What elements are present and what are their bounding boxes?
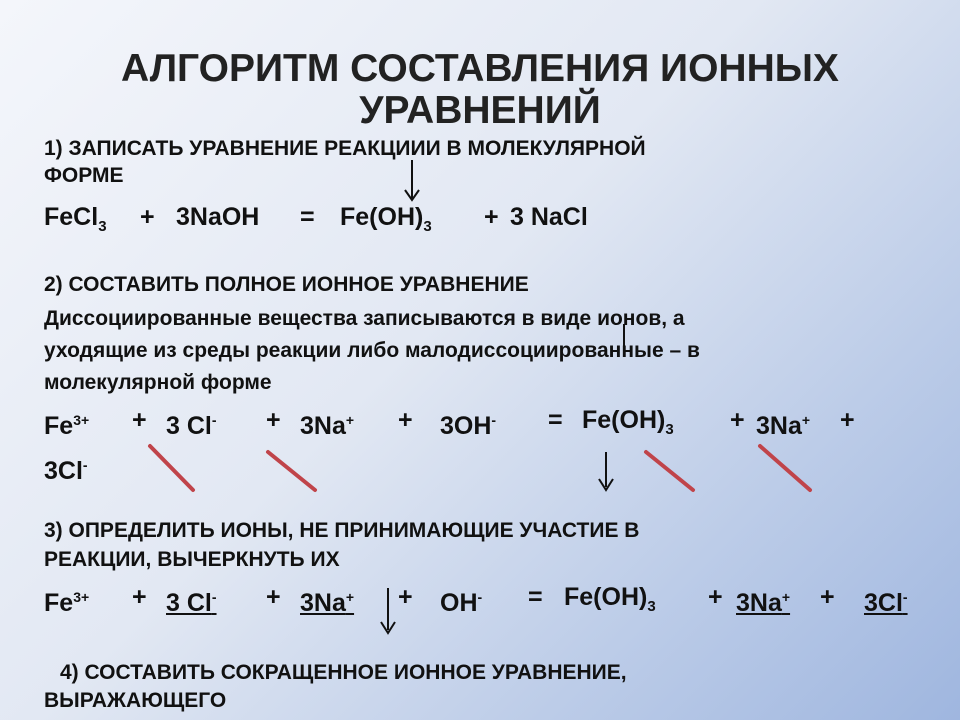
plus-sign: + (708, 583, 723, 611)
plus-sign: + (266, 406, 281, 434)
formula-fecl3: FeCl$_3$ (44, 203, 107, 235)
strike-cl-product-mark (760, 446, 810, 490)
plus-sign: + (132, 583, 147, 611)
ion-na-product: 3Na+ (756, 412, 811, 440)
plus-sign: + (140, 203, 155, 231)
ion-na-crossed: 3Na+ (300, 589, 355, 617)
title-line-2: УРАВНЕНИЙ (359, 89, 601, 132)
ion-fe: $Fe^{3+}$ (44, 412, 90, 440)
plus-sign: + (840, 406, 855, 434)
formula-naoh: 3NaOH (176, 203, 260, 231)
precipitate-arrow-down-icon (405, 160, 419, 200)
ion-oh: 3OH- (440, 412, 497, 440)
plus-sign: + (398, 406, 413, 434)
formula-nacl: 3 NaCl (510, 203, 588, 231)
ion-cl-product-crossed: 3Cl- (864, 589, 908, 617)
plus-sign: + (398, 583, 413, 611)
precipitate-arrow-down-icon (599, 452, 613, 490)
title-line-1: АЛГОРИТМ СОСТАВЛЕНИЯ ИОННЫХ (121, 47, 839, 90)
strike-na-mark (268, 452, 315, 490)
ion-na: 3Na+ (300, 412, 355, 440)
formula-feoh3: $Fe(OH)_3$ (582, 406, 674, 438)
strike-na-product-mark (646, 452, 693, 490)
ion-cl-crossed: 3 Cl- (166, 589, 217, 617)
formula-feoh3: $Fe(OH)_3$ (564, 583, 656, 615)
step2-description-line-2: уходящие из среды реакции либо малодиссоциированные – в (44, 339, 700, 362)
plus-sign: + (132, 406, 147, 434)
ion-cl: 3 Cl- (166, 412, 217, 440)
strike-cl-mark (150, 446, 193, 490)
step3-heading-line-1: 3) ОПРЕДЕЛИТЬ ИОНЫ, НЕ ПРИНИМАЮЩИЕ УЧАСТИЕ В (44, 519, 640, 542)
ion-oh: OH- (440, 589, 483, 617)
step2-description-line-1: Диссоциированные вещества записываются в виде ионов, а (44, 307, 685, 330)
plus-sign: + (484, 203, 499, 231)
step1-heading-line-1: 1) ЗАПИСАТЬ УРАВНЕНИЕ РЕАКЦИИИ В МОЛЕКУЛЯРНОЙ (44, 137, 646, 160)
ion-na-product-crossed: 3Na+ (736, 589, 791, 617)
plus-sign: + (820, 583, 835, 611)
step3-heading-line-2: РЕАКЦИИ, ВЫЧЕРКНУТЬ ИХ (44, 548, 340, 571)
ion-fe: $Fe^{3+}$ (44, 589, 90, 617)
equals-sign: = (548, 406, 563, 434)
ion-cl-product: 3Cl- (44, 457, 88, 485)
step2-description-line-3: молекулярной форме (44, 371, 272, 394)
plus-sign: + (730, 406, 745, 434)
precipitate-arrow-down-icon (381, 588, 395, 633)
formula-feoh3: $Fe(OH)_3$ (340, 203, 432, 235)
equals-sign: = (528, 583, 543, 611)
plus-sign: + (266, 583, 281, 611)
equals-sign: = (300, 203, 315, 231)
step2-heading: 2) СОСТАВИТЬ ПОЛНОЕ ИОННОЕ УРАВНЕНИЕ (44, 273, 529, 296)
step1-heading-line-2: ФОРМЕ (44, 164, 124, 187)
step4-heading-line-2: ВЫРАЖАЮЩЕГО (44, 689, 227, 712)
step4-heading-line-1: 4) СОСТАВИТЬ СОКРАЩЕННОЕ ИОННОЕ УРАВНЕНИЕ, (60, 661, 627, 684)
